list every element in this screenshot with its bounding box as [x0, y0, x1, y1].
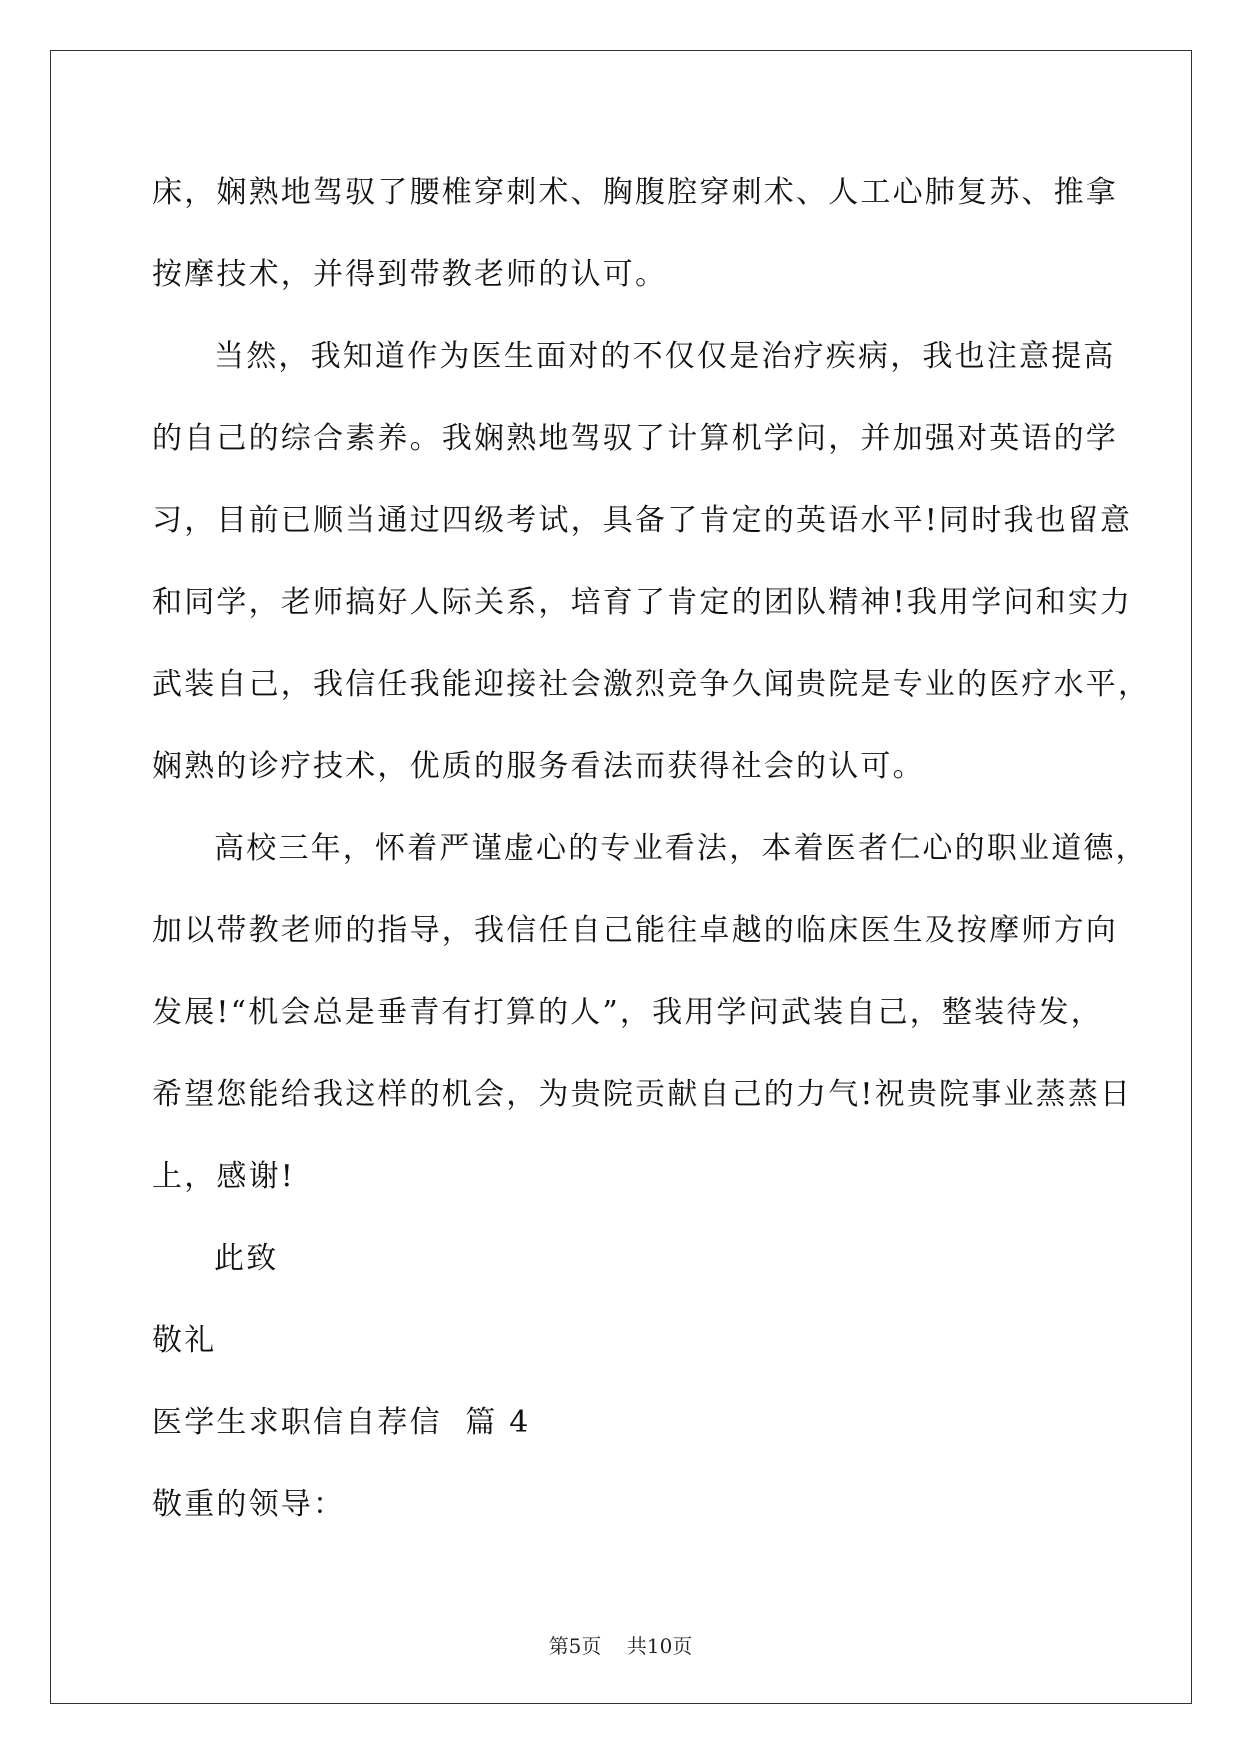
text-line: 按摩技术，并得到带教老师的认可。: [152, 257, 668, 292]
text-line: 发展!“机会总是垂青有打算的人”，我用学问武装自己，整装待发，: [152, 995, 1103, 1030]
page-number-footer: 第5页 共10页: [548, 1634, 693, 1658]
text-line: 习，目前已顺当通过四级考试，具备了肯定的英语水平!同时我也留意: [152, 503, 1133, 538]
text-line: 床，娴熟地驾驭了腰椎穿刺术、胸腹腔穿刺术、人工心肺复苏、推拿: [152, 175, 1118, 210]
text-line: 加以带教老师的指导，我信任自己能往卓越的临床医生及按摩师方向: [152, 913, 1118, 948]
text-line: 上，感谢!: [152, 1159, 296, 1194]
text-line: 武装自己，我信任我能迎接社会激烈竞争久闻贵院是专业的医疗水平，: [152, 667, 1151, 702]
greeting-line: 敬重的领导：: [152, 1487, 346, 1522]
closing-salutation: 此致: [214, 1241, 279, 1276]
section-heading: 医学生求职信自荐信 篇 4: [152, 1405, 531, 1440]
text-line: 的自己的综合素养。我娴熟地驾驭了计算机学问，并加强对英语的学: [152, 421, 1118, 456]
paragraph-start-line: 当然，我知道作为医生面对的不仅仅是治疗疾病，我也注意提高: [214, 339, 1116, 374]
text-line: 娴熟的诊疗技术，优质的服务看法而获得社会的认可。: [152, 749, 925, 784]
text-line: 和同学，老师搞好人际关系，培育了肯定的团队精神!我用学问和实力: [152, 585, 1133, 620]
document-body: [152, 160, 1151, 1554]
closing-regards: 敬礼: [152, 1323, 217, 1358]
paragraph-start-line: 高校三年，怀着严谨虚心的专业看法，本着医者仁心的职业道德，: [214, 831, 1148, 866]
text-line: 希望您能给我这样的机会，为贵院贡献自己的力气!祝贵院事业蒸蒸日: [152, 1077, 1133, 1112]
